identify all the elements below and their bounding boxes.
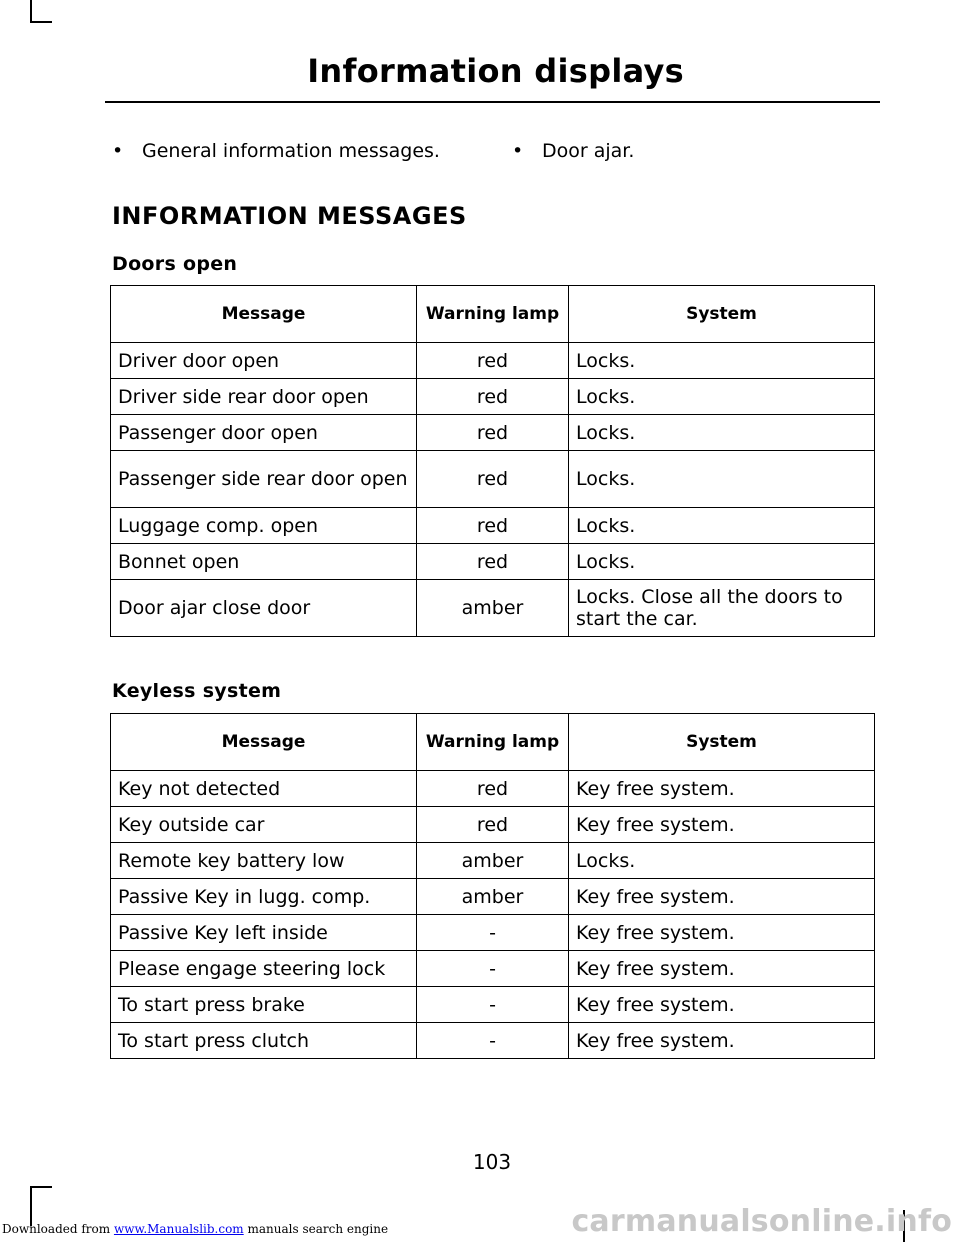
section-title: INFORMATION MESSAGES (112, 202, 467, 230)
cell-system: Locks. (569, 379, 875, 415)
cell-warning-lamp: - (417, 987, 569, 1023)
cell-message: To start press clutch (111, 1023, 417, 1059)
cell-message: Driver side rear door open (111, 379, 417, 415)
table-row (111, 343, 875, 379)
cell-system: Locks. (569, 415, 875, 451)
doors-open-table (110, 285, 875, 637)
column-header-system: System (569, 286, 875, 343)
cell-message: Passenger side rear door open (111, 451, 417, 508)
cell-warning-lamp: - (417, 1023, 569, 1059)
watermark: carmanualsonline.info (571, 1204, 952, 1239)
cell-system: Key free system. (569, 915, 875, 951)
cell-message: Door ajar close door (111, 580, 417, 637)
table-row (111, 771, 875, 807)
cell-system: Locks. (569, 343, 875, 379)
column-header-message: Message (111, 286, 417, 343)
cell-warning-lamp: - (417, 951, 569, 987)
table-row (111, 508, 875, 544)
cell-message: To start press brake (111, 987, 417, 1023)
column-header-warning-lamp: Warning lamp (417, 714, 569, 771)
cell-system: Key free system. (569, 771, 875, 807)
bullet-text: General information messages. (142, 140, 440, 162)
cell-message: Remote key battery low (111, 843, 417, 879)
cell-message: Bonnet open (111, 544, 417, 580)
page-number: 103 (472, 1150, 512, 1174)
cell-system: Key free system. (569, 807, 875, 843)
cell-warning-lamp: amber (417, 580, 569, 637)
cell-system: Key free system. (569, 1023, 875, 1059)
column-header-message: Message (111, 714, 417, 771)
table-row (111, 379, 875, 415)
cell-message: Passenger door open (111, 415, 417, 451)
bullet-item (112, 140, 440, 162)
cell-warning-lamp: amber (417, 843, 569, 879)
cell-warning-lamp: red (417, 343, 569, 379)
cell-warning-lamp: red (417, 544, 569, 580)
cell-warning-lamp: red (417, 415, 569, 451)
cell-system: Locks. Close all the doors to start the car. (569, 580, 875, 637)
cell-warning-lamp: amber (417, 879, 569, 915)
cell-warning-lamp: red (417, 771, 569, 807)
crop-mark-bottom-left-h (30, 1186, 52, 1188)
table-header-row (111, 286, 875, 343)
page-title: Information displays (307, 52, 684, 90)
manualslib-link[interactable]: www.Manualslib.com (113, 1222, 244, 1236)
column-header-warning-lamp: Warning lamp (417, 286, 569, 343)
crop-mark-top-left-h (30, 21, 52, 23)
cell-message: Please engage steering lock (111, 951, 417, 987)
cell-message: Luggage comp. open (111, 508, 417, 544)
table-row (111, 987, 875, 1023)
table-row (111, 451, 875, 508)
cell-warning-lamp: red (417, 508, 569, 544)
table-row (111, 544, 875, 580)
bullet-symbol: • (512, 140, 524, 162)
bullet-symbol: • (112, 140, 124, 162)
footer-suffix: manuals search engine (243, 1222, 389, 1236)
cell-message: Passive Key in lugg. comp. (111, 879, 417, 915)
cell-system: Locks. (569, 451, 875, 508)
footer-prefix: Downloaded from (2, 1222, 114, 1236)
cell-system: Locks. (569, 508, 875, 544)
table-row (111, 1023, 875, 1059)
download-footer (2, 1222, 388, 1236)
cell-message: Passive Key left inside (111, 915, 417, 951)
crop-mark-top-left-v (30, 0, 32, 22)
cell-warning-lamp: red (417, 379, 569, 415)
crop-mark-bottom-left-v (30, 1186, 32, 1226)
cell-message: Key not detected (111, 771, 417, 807)
cell-system: Key free system. (569, 951, 875, 987)
cell-warning-lamp: red (417, 807, 569, 843)
cell-warning-lamp: red (417, 451, 569, 508)
table-row (111, 951, 875, 987)
table-row (111, 580, 875, 637)
table-row (111, 807, 875, 843)
table-row (111, 843, 875, 879)
cell-warning-lamp: - (417, 915, 569, 951)
table-heading-doors-open: Doors open (112, 253, 238, 275)
cell-system: Key free system. (569, 879, 875, 915)
cell-system: Locks. (569, 544, 875, 580)
keyless-system-table (110, 713, 875, 1059)
cell-system: Locks. (569, 843, 875, 879)
title-rule (105, 101, 880, 103)
cell-message: Key outside car (111, 807, 417, 843)
column-header-system: System (569, 714, 875, 771)
cell-system: Key free system. (569, 987, 875, 1023)
table-header-row (111, 714, 875, 771)
table-row (111, 879, 875, 915)
table-row (111, 415, 875, 451)
cell-message: Driver door open (111, 343, 417, 379)
table-row (111, 915, 875, 951)
bullet-text: Door ajar. (542, 140, 635, 162)
table-heading-keyless-system: Keyless system (112, 680, 282, 702)
bullet-item (512, 140, 634, 162)
